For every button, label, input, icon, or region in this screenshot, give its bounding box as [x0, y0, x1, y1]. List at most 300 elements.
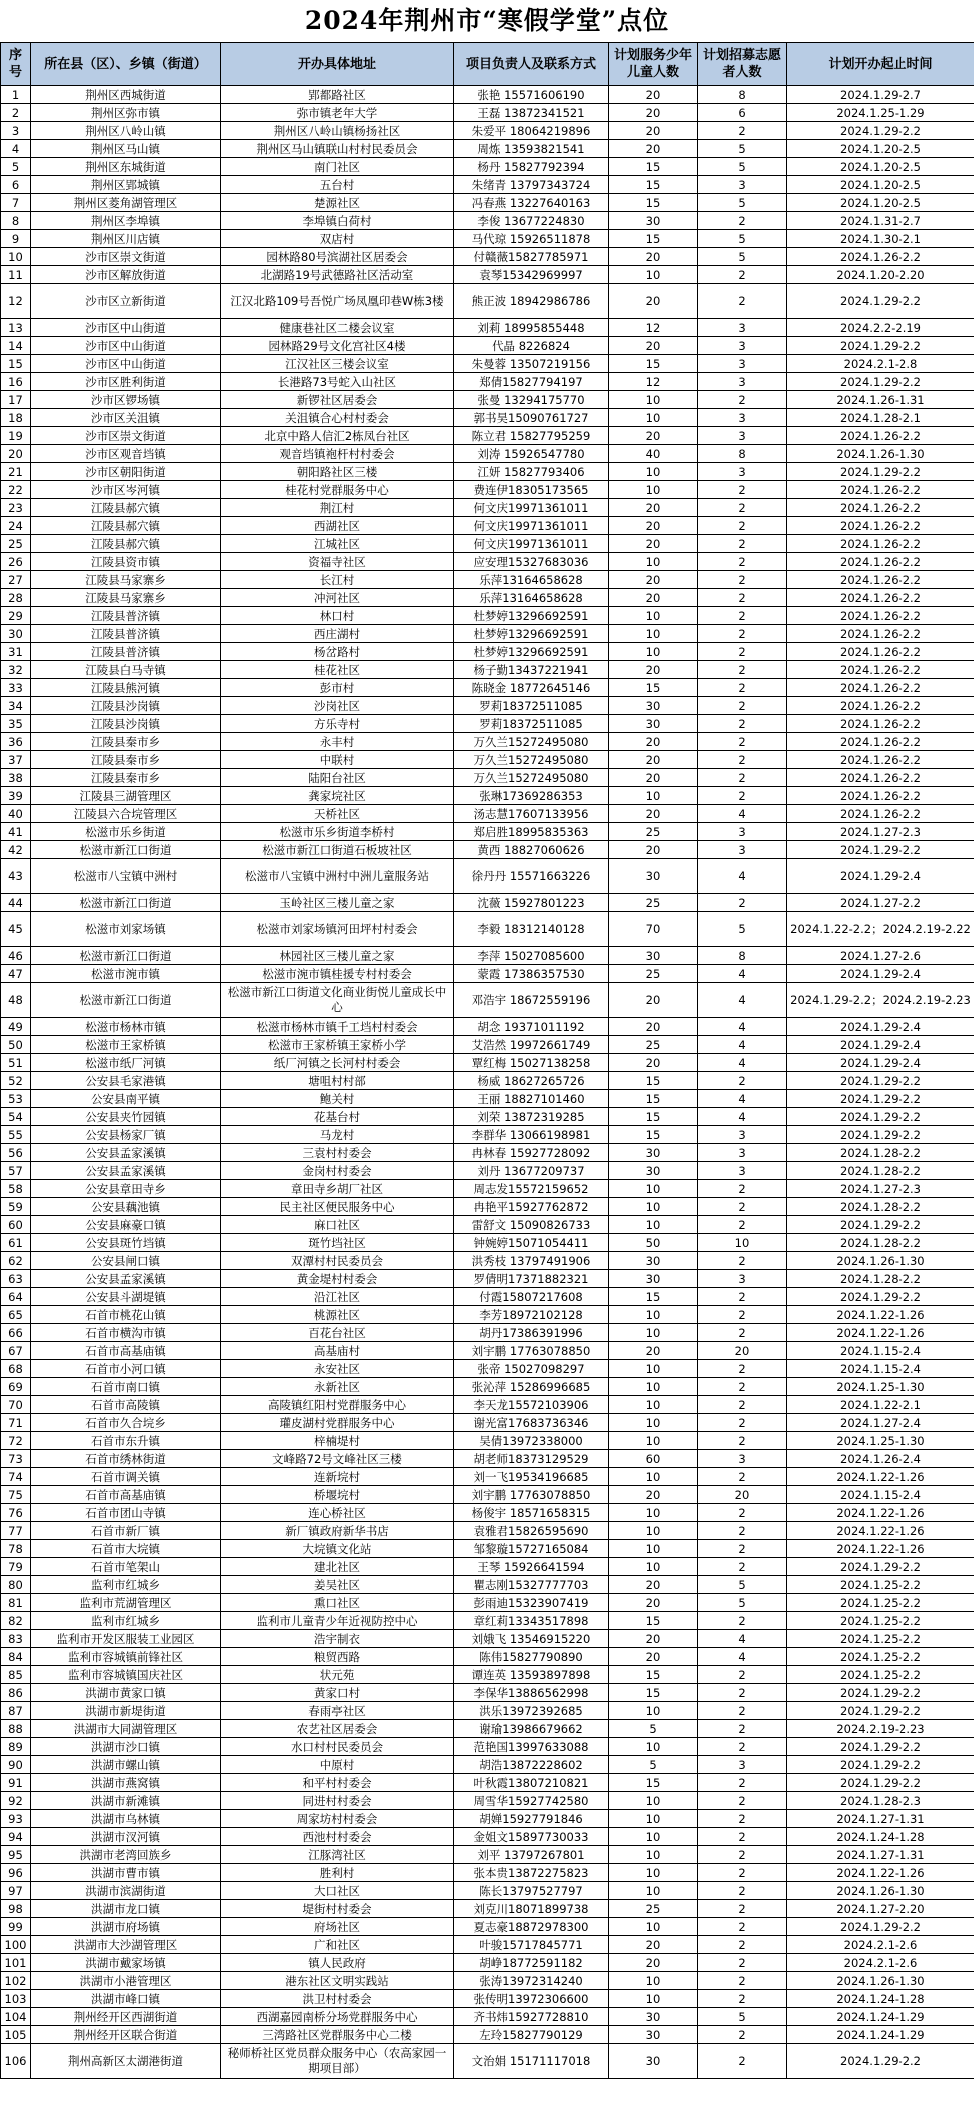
cell-index: 18 [1, 409, 31, 427]
cell-index: 65 [1, 1306, 31, 1324]
table-row [1, 1108, 974, 1126]
cell-children-count: 10 [609, 1180, 698, 1198]
cell-period: 2024.1.29-2.4 [787, 859, 974, 894]
cell-period: 2024.1.28-2.1 [787, 409, 974, 427]
cell-children-count: 20 [609, 499, 698, 517]
cell-period: 2024.1.27-2.3 [787, 1180, 974, 1198]
cell-index: 40 [1, 805, 31, 823]
cell-district: 洪湖市小港管理区 [31, 1972, 221, 1990]
cell-children-count: 15 [609, 1684, 698, 1702]
cell-address: 永新社区 [221, 1378, 454, 1396]
cell-volunteer-count: 2 [698, 679, 787, 697]
cell-index: 87 [1, 1702, 31, 1720]
cell-volunteer-count: 4 [698, 1630, 787, 1648]
cell-contact: 江妍 15827793406 [454, 463, 609, 481]
cell-period: 2024.1.27-2.20 [787, 1900, 974, 1918]
table-row [1, 589, 974, 607]
cell-children-count: 30 [609, 947, 698, 965]
cell-contact: 左玲15827790129 [454, 2026, 609, 2044]
table-row [1, 571, 974, 589]
cell-contact: 马代琼 15926511878 [454, 230, 609, 248]
cell-children-count: 15 [609, 230, 698, 248]
cell-volunteer-count: 4 [698, 1090, 787, 1108]
cell-address: 农艺社区居委会 [221, 1720, 454, 1738]
cell-index: 24 [1, 517, 31, 535]
cell-volunteer-count: 2 [698, 1540, 787, 1558]
cell-children-count: 15 [609, 1090, 698, 1108]
cell-contact: 王丽 18827101460 [454, 1090, 609, 1108]
cell-index: 39 [1, 787, 31, 805]
cell-district: 洪湖市燕窝镇 [31, 1774, 221, 1792]
cell-volunteer-count: 5 [698, 140, 787, 158]
cell-contact: 瞿志刚15327777703 [454, 1576, 609, 1594]
cell-volunteer-count: 5 [698, 194, 787, 212]
cell-district: 荆州经开区联合街道 [31, 2026, 221, 2044]
cell-index: 81 [1, 1594, 31, 1612]
table-row [1, 1756, 974, 1774]
cell-volunteer-count: 2 [698, 1900, 787, 1918]
cell-address: 林口村 [221, 607, 454, 625]
cell-address: 江豚湾社区 [221, 1846, 454, 1864]
cell-district: 荆州经开区西湖街道 [31, 2008, 221, 2026]
cell-index: 43 [1, 859, 31, 894]
cell-contact: 张沁萍 15286996685 [454, 1378, 609, 1396]
cell-address: 龚家垸社区 [221, 787, 454, 805]
table-row [1, 1072, 974, 1090]
cell-address: 章田寺乡胡厂社区 [221, 1180, 454, 1198]
cell-children-count: 10 [609, 1864, 698, 1882]
table-row [1, 1846, 974, 1864]
table-row [1, 266, 974, 284]
cell-address: 姜吴社区 [221, 1576, 454, 1594]
cell-contact: 王琴 15926641594 [454, 1558, 609, 1576]
cell-index: 82 [1, 1612, 31, 1630]
cell-contact: 杨丹 15827792394 [454, 158, 609, 176]
cell-address: 纸厂河镇之长河村村委会 [221, 1054, 454, 1072]
table-header [1, 43, 974, 86]
cell-district: 石首市久合垸乡 [31, 1414, 221, 1432]
cell-address: 和平村村委会 [221, 1774, 454, 1792]
cell-district: 松滋市王家桥镇 [31, 1036, 221, 1054]
table-row [1, 337, 974, 355]
cell-volunteer-count: 2 [698, 1378, 787, 1396]
table-row [1, 2008, 974, 2026]
cell-children-count: 12 [609, 319, 698, 337]
cell-district: 江陵县熊河镇 [31, 679, 221, 697]
cell-contact: 李群华 13066198981 [454, 1126, 609, 1144]
cell-volunteer-count: 3 [698, 355, 787, 373]
cell-address: 高陵镇红阳村党群服务中心 [221, 1396, 454, 1414]
cell-district: 沙市区中山街道 [31, 319, 221, 337]
table-row [1, 1144, 974, 1162]
cell-period: 2024.1.29-2.4 [787, 1036, 974, 1054]
cell-district: 洪湖市峰口镇 [31, 1990, 221, 2008]
cell-contact: 胡老师18373129529 [454, 1450, 609, 1468]
cell-children-count: 10 [609, 625, 698, 643]
cell-period: 2024.1.26-2.2 [787, 715, 974, 733]
cell-contact: 陈长13797527797 [454, 1882, 609, 1900]
cell-contact: 叶骏15717845771 [454, 1936, 609, 1954]
cell-district: 松滋市刘家场镇 [31, 912, 221, 947]
cell-index: 19 [1, 427, 31, 445]
cell-contact: 陈晓金 18772645146 [454, 679, 609, 697]
cell-volunteer-count: 2 [698, 1720, 787, 1738]
cell-district: 洪湖市滨湖街道 [31, 1882, 221, 1900]
cell-district: 石首市南口镇 [31, 1378, 221, 1396]
cell-children-count: 25 [609, 1900, 698, 1918]
cell-period: 2024.1.29-2.4 [787, 1054, 974, 1072]
cell-district: 松滋市新江口街道 [31, 947, 221, 965]
cell-index: 84 [1, 1648, 31, 1666]
cell-period: 2024.1.26-1.31 [787, 391, 974, 409]
cell-index: 14 [1, 337, 31, 355]
cell-contact: 胡丹17386391996 [454, 1324, 609, 1342]
cell-volunteer-count: 2 [698, 2026, 787, 2044]
cell-index: 28 [1, 589, 31, 607]
cell-period: 2024.1.28-2.2 [787, 1198, 974, 1216]
cell-period: 2024.1.20-2.20 [787, 266, 974, 284]
cell-district: 石首市高基庙镇 [31, 1486, 221, 1504]
cell-volunteer-count: 2 [698, 1432, 787, 1450]
cell-period: 2024.1.22-1.26 [787, 1306, 974, 1324]
cell-period: 2024.1.25-1.30 [787, 1378, 974, 1396]
cell-children-count: 30 [609, 2044, 698, 2079]
cell-index: 67 [1, 1342, 31, 1360]
table-row [1, 607, 974, 625]
cell-index: 50 [1, 1036, 31, 1054]
cell-contact: 刘莉 18995855448 [454, 319, 609, 337]
cell-children-count: 10 [609, 481, 698, 499]
cell-volunteer-count: 20 [698, 1342, 787, 1360]
cell-period: 2024.1.29-2.2 [787, 1738, 974, 1756]
cell-period: 2024.1.22-1.26 [787, 1522, 974, 1540]
table-row [1, 983, 974, 1018]
cell-children-count: 50 [609, 1234, 698, 1252]
cell-volunteer-count: 2 [698, 517, 787, 535]
cell-district: 江陵县郝穴镇 [31, 535, 221, 553]
cell-district: 石首市笔架山 [31, 1558, 221, 1576]
cell-children-count: 15 [609, 176, 698, 194]
cell-contact: 刘宇鹏 17763078850 [454, 1342, 609, 1360]
cell-period: 2024.1.29-2.2 [787, 1702, 974, 1720]
cell-index: 86 [1, 1684, 31, 1702]
cell-children-count: 10 [609, 1396, 698, 1414]
cell-volunteer-count: 2 [698, 1522, 787, 1540]
cell-volunteer-count: 2 [698, 1936, 787, 1954]
table-row [1, 140, 974, 158]
cell-children-count: 20 [609, 427, 698, 445]
table-row [1, 355, 974, 373]
cell-period: 2024.1.29-2.2 [787, 1918, 974, 1936]
cell-volunteer-count: 8 [698, 947, 787, 965]
cell-district: 公安县夹竹园镇 [31, 1108, 221, 1126]
cell-index: 13 [1, 319, 31, 337]
cell-contact: 刘涛 15926547780 [454, 445, 609, 463]
cell-contact: 朱爱平 18064219896 [454, 122, 609, 140]
cell-index: 75 [1, 1486, 31, 1504]
cell-period: 2024.1.30-2.1 [787, 230, 974, 248]
cell-volunteer-count: 2 [698, 643, 787, 661]
cell-index: 12 [1, 284, 31, 319]
cell-children-count: 10 [609, 1540, 698, 1558]
table-row [1, 1828, 974, 1846]
cell-address: 关沮镇合心村村委会 [221, 409, 454, 427]
cell-address: 大垸镇文化站 [221, 1540, 454, 1558]
cell-contact: 费连伊18305173565 [454, 481, 609, 499]
cell-period: 2024.1.26-2.2 [787, 589, 974, 607]
cell-district: 公安县麻豪口镇 [31, 1216, 221, 1234]
cell-volunteer-count: 2 [698, 391, 787, 409]
cell-address: 冲河社区 [221, 589, 454, 607]
cell-district: 沙市区中山街道 [31, 355, 221, 373]
cell-children-count: 15 [609, 1612, 698, 1630]
cell-contact: 谢光富17683736346 [454, 1414, 609, 1432]
cell-period: 2024.1.26-2.2 [787, 751, 974, 769]
cell-children-count: 10 [609, 1360, 698, 1378]
cell-children-count: 10 [609, 1972, 698, 1990]
header-district: 所在县（区）、乡镇（街道） [31, 43, 221, 86]
table-row [1, 1162, 974, 1180]
cell-index: 58 [1, 1180, 31, 1198]
cell-district: 江陵县马家寨乡 [31, 571, 221, 589]
cell-volunteer-count: 2 [698, 1792, 787, 1810]
cell-address: 大口社区 [221, 1882, 454, 1900]
cell-district: 沙市区立新街道 [31, 284, 221, 319]
cell-district: 监利市红城乡 [31, 1576, 221, 1594]
cell-period: 2024.1.29-2.2 [787, 122, 974, 140]
cell-district: 松滋市新江口街道 [31, 983, 221, 1018]
cell-children-count: 15 [609, 1666, 698, 1684]
cell-address: 江汉北路109号吾悦广场凤凰印巷W栋3楼 [221, 284, 454, 319]
cell-index: 56 [1, 1144, 31, 1162]
cell-children-count: 20 [609, 1936, 698, 1954]
cell-index: 47 [1, 965, 31, 983]
cell-children-count: 10 [609, 1828, 698, 1846]
cell-contact: 万久兰15272495080 [454, 751, 609, 769]
cell-index: 46 [1, 947, 31, 965]
cell-index: 66 [1, 1324, 31, 1342]
cell-index: 104 [1, 2008, 31, 2026]
cell-contact: 张涛13972314240 [454, 1972, 609, 1990]
cell-index: 64 [1, 1288, 31, 1306]
cell-children-count: 25 [609, 965, 698, 983]
cell-period: 2024.1.26-2.2 [787, 679, 974, 697]
cell-period: 2024.1.15-2.4 [787, 1486, 974, 1504]
cell-district: 沙市区崇文街道 [31, 248, 221, 266]
cell-address: 朝阳路社区三楼 [221, 463, 454, 481]
cell-contact: 吴倩13972338000 [454, 1432, 609, 1450]
cell-volunteer-count: 2 [698, 607, 787, 625]
cell-volunteer-count: 2 [698, 589, 787, 607]
table-row [1, 1360, 974, 1378]
table-row [1, 894, 974, 912]
cell-children-count: 12 [609, 373, 698, 391]
table-row [1, 1774, 974, 1792]
cell-period: 2024.1.26-2.2 [787, 248, 974, 266]
cell-contact: 张琳17369286353 [454, 787, 609, 805]
table-row [1, 643, 974, 661]
table-row [1, 1324, 974, 1342]
cell-address: 荆州区八岭山镇杨扬社区 [221, 122, 454, 140]
cell-index: 72 [1, 1432, 31, 1450]
cell-district: 江陵县秦市乡 [31, 769, 221, 787]
cell-address: 双店村 [221, 230, 454, 248]
cell-volunteer-count: 3 [698, 373, 787, 391]
cell-district: 石首市高陵镇 [31, 1396, 221, 1414]
cell-volunteer-count: 3 [698, 337, 787, 355]
cell-address: 方乐寺村 [221, 715, 454, 733]
cell-volunteer-count: 2 [698, 1198, 787, 1216]
cell-district: 松滋市涴市镇 [31, 965, 221, 983]
cell-district: 公安县藕池镇 [31, 1198, 221, 1216]
cell-district: 沙市区锣场镇 [31, 391, 221, 409]
cell-contact: 杜梦婷13296692591 [454, 625, 609, 643]
cell-contact: 张艳 15571606190 [454, 86, 609, 104]
cell-period: 2024.1.29-2.2 [787, 1090, 974, 1108]
table-row [1, 1936, 974, 1954]
cell-address: 李埠镇白荷村 [221, 212, 454, 230]
cell-contact: 谭连英 13593897898 [454, 1666, 609, 1684]
cell-volunteer-count: 2 [698, 1612, 787, 1630]
cell-contact: 万久兰15272495080 [454, 769, 609, 787]
cell-address: 洪卫村村委会 [221, 1990, 454, 2008]
cell-contact: 张传明13972306600 [454, 1990, 609, 2008]
cell-address: 麻口社区 [221, 1216, 454, 1234]
cell-period: 2024.1.22-1.26 [787, 1504, 974, 1522]
cell-address: 水口村村民委员会 [221, 1738, 454, 1756]
cell-index: 88 [1, 1720, 31, 1738]
cell-children-count: 10 [609, 1324, 698, 1342]
cell-address: 广和社区 [221, 1936, 454, 1954]
cell-index: 70 [1, 1396, 31, 1414]
cell-contact: 刘一飞19534196685 [454, 1468, 609, 1486]
cell-period: 2024.1.29-2.2 [787, 337, 974, 355]
cell-index: 16 [1, 373, 31, 391]
cell-period: 2024.1.27-1.31 [787, 1846, 974, 1864]
table-row [1, 661, 974, 679]
cell-period: 2024.1.29-2.2 [787, 1756, 974, 1774]
cell-volunteer-count: 3 [698, 1270, 787, 1288]
cell-children-count: 20 [609, 1594, 698, 1612]
cell-children-count: 40 [609, 445, 698, 463]
cell-address: 塘咀村村部 [221, 1072, 454, 1090]
cell-children-count: 10 [609, 1882, 698, 1900]
cell-index: 6 [1, 176, 31, 194]
cell-period: 2024.1.29-2.2；2024.2.19-2.23 [787, 983, 974, 1018]
cell-address: 黄金堤村村委会 [221, 1270, 454, 1288]
cell-period: 2024.1.28-2.3 [787, 1792, 974, 1810]
cell-index: 27 [1, 571, 31, 589]
cell-address: 府场社区 [221, 1918, 454, 1936]
table-row [1, 248, 974, 266]
cell-children-count: 20 [609, 1648, 698, 1666]
header-period: 计划开办起止时间 [787, 43, 974, 86]
cell-period: 2024.1.26-2.2 [787, 571, 974, 589]
cell-district: 沙市区解放街道 [31, 266, 221, 284]
cell-index: 37 [1, 751, 31, 769]
table-row [1, 1270, 974, 1288]
table-row [1, 1954, 974, 1972]
cell-children-count: 10 [609, 1522, 698, 1540]
table-row [1, 1630, 974, 1648]
cell-contact: 罗莉18372511085 [454, 697, 609, 715]
cell-children-count: 15 [609, 194, 698, 212]
cell-children-count: 15 [609, 1774, 698, 1792]
cell-index: 83 [1, 1630, 31, 1648]
cell-children-count: 25 [609, 894, 698, 912]
cell-district: 荆州区李埠镇 [31, 212, 221, 230]
table-row [1, 1540, 974, 1558]
table-row [1, 391, 974, 409]
table-row [1, 86, 974, 104]
table-row [1, 553, 974, 571]
table-row [1, 1792, 974, 1810]
table-row [1, 697, 974, 715]
cell-district: 松滋市新江口街道 [31, 894, 221, 912]
cell-district: 荆州区郢城镇 [31, 176, 221, 194]
cell-children-count: 10 [609, 1414, 698, 1432]
cell-address: 连心桥社区 [221, 1504, 454, 1522]
cell-contact: 邓浩宇 18672559196 [454, 983, 609, 1018]
table-row [1, 1018, 974, 1036]
cell-contact: 刘荣 13872319285 [454, 1108, 609, 1126]
cell-period: 2024.1.26-1.30 [787, 445, 974, 463]
cell-children-count: 20 [609, 140, 698, 158]
cell-district: 沙市区关沮镇 [31, 409, 221, 427]
cell-children-count: 20 [609, 86, 698, 104]
cell-index: 10 [1, 248, 31, 266]
cell-index: 78 [1, 1540, 31, 1558]
table-row [1, 1288, 974, 1306]
cell-index: 93 [1, 1810, 31, 1828]
cell-volunteer-count: 3 [698, 1162, 787, 1180]
cell-address: 堤街村村委会 [221, 1900, 454, 1918]
cell-address: 瓘皮湖村党群服务中心 [221, 1414, 454, 1432]
cell-district: 洪湖市沙口镇 [31, 1738, 221, 1756]
cell-volunteer-count: 2 [698, 266, 787, 284]
cell-district: 沙市区岑河镇 [31, 481, 221, 499]
cell-volunteer-count: 2 [698, 1468, 787, 1486]
cell-district: 监利市荒湖管理区 [31, 1594, 221, 1612]
table-row [1, 859, 974, 894]
cell-index: 31 [1, 643, 31, 661]
cell-children-count: 10 [609, 1306, 698, 1324]
cell-children-count: 25 [609, 823, 698, 841]
cell-district: 监利市容城镇前锋社区 [31, 1648, 221, 1666]
cell-address: 斑竹垱社区 [221, 1234, 454, 1252]
cell-children-count: 15 [609, 158, 698, 176]
cell-index: 103 [1, 1990, 31, 2008]
table-row [1, 1990, 974, 2008]
table-row [1, 1414, 974, 1432]
cell-volunteer-count: 2 [698, 1810, 787, 1828]
table-row [1, 212, 974, 230]
cell-period: 2024.1.27-2.4 [787, 1414, 974, 1432]
cell-address: 新锣社区居委会 [221, 391, 454, 409]
cell-volunteer-count: 5 [698, 248, 787, 266]
cell-volunteer-count: 4 [698, 965, 787, 983]
cell-contact: 冉艳平15927762872 [454, 1198, 609, 1216]
cell-district: 公安县闸口镇 [31, 1252, 221, 1270]
cell-contact: 冯春燕 13227640163 [454, 194, 609, 212]
cell-contact: 刘丹 13677209737 [454, 1162, 609, 1180]
cell-period: 2024.1.24-1.28 [787, 1828, 974, 1846]
cell-volunteer-count: 3 [698, 1450, 787, 1468]
cell-district: 江陵县秦市乡 [31, 733, 221, 751]
cell-address: 西湖社区 [221, 517, 454, 535]
cell-volunteer-count: 2 [698, 1684, 787, 1702]
cell-address: 金岗村村委会 [221, 1162, 454, 1180]
